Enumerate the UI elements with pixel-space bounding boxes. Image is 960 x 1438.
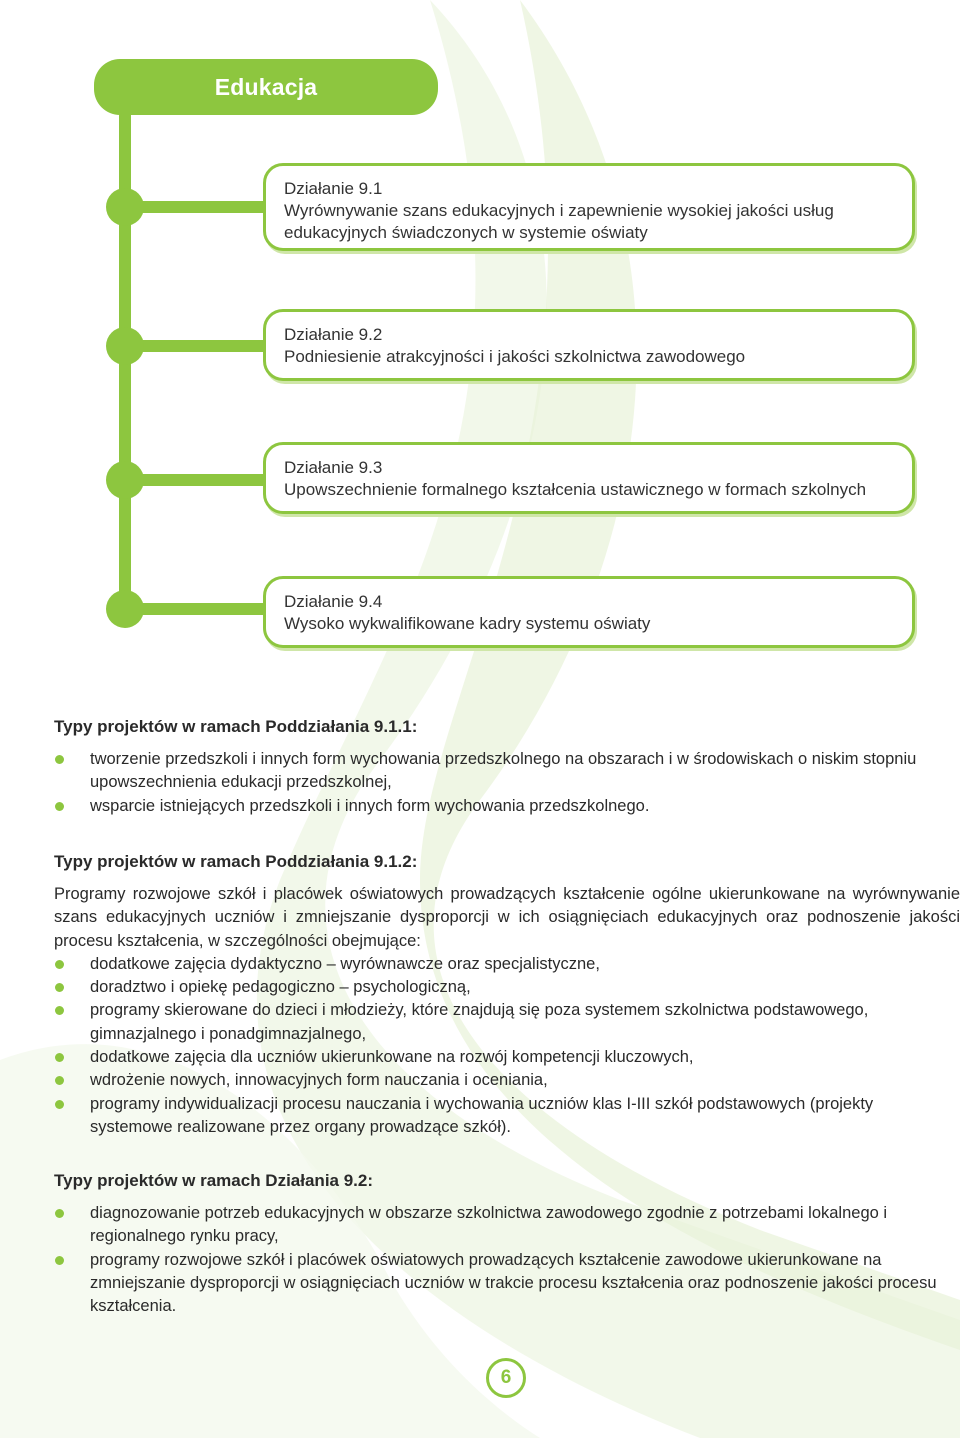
action-title-line: edukacyjnych świadczonych w systemie oświaty bbox=[284, 223, 648, 242]
section-heading: Typy projektów w ramach Poddziałania 9.1.1: bbox=[54, 717, 418, 736]
tree-branch-4 bbox=[125, 603, 275, 615]
bullet-list bbox=[54, 1202, 960, 1318]
tree-node-3 bbox=[106, 461, 144, 499]
bullet-list bbox=[54, 748, 960, 818]
action-title-line: Upowszechnienie formalnego kształcenia ustawicznego w formach szkolnych bbox=[284, 480, 867, 499]
section-9-2 bbox=[54, 1170, 960, 1318]
list-item: wsparcie istniejących przedszkoli i innych form wychowania przedszkolnego. bbox=[54, 795, 960, 818]
page-number: 6 bbox=[500, 1367, 512, 1388]
list-item: wdrożenie nowych, innowacyjnych form nauczania i oceniania, bbox=[54, 1069, 960, 1092]
action-number: Działanie 9.4 bbox=[284, 592, 383, 611]
section-title: Edukacja bbox=[214, 73, 318, 100]
section-heading: Typy projektów w ramach Działania 9.2: bbox=[54, 1171, 374, 1190]
action-box-9-2 bbox=[263, 309, 915, 381]
action-number: Działanie 9.1 bbox=[284, 179, 383, 198]
action-title-line: Wyrównywanie szans edukacyjnych i zapewnienie wysokiej jakości usług bbox=[284, 201, 834, 220]
list-item: programy skierowane do dzieci i młodzieży, które znajdują się poza systemem szkolnictwa podstawowego, gimnazjalnego i ponadgimnazjalnego, bbox=[54, 999, 960, 1046]
action-title-line: Podniesienie atrakcyjności i jakości szkolnictwa zawodowego bbox=[284, 347, 746, 366]
section-heading: Typy projektów w ramach Poddziałania 9.1.2: bbox=[54, 852, 418, 871]
list-item: doradztwo i opiekę pedagogiczno – psychologiczną, bbox=[54, 976, 960, 999]
list-item: dodatkowe zajęcia dydaktyczno – wyrównawcze oraz specjalistyczne, bbox=[54, 953, 960, 976]
action-number: Działanie 9.3 bbox=[284, 458, 383, 477]
tree-node-1 bbox=[106, 188, 144, 226]
action-box-9-4 bbox=[263, 576, 915, 648]
list-item: diagnozowanie potrzeb edukacyjnych w obszarze szkolnictwa zawodowego zgodnie z potrzebami lokalnego i regionalnego rynku pracy, bbox=[54, 1202, 960, 1249]
action-number: Działanie 9.2 bbox=[284, 325, 383, 344]
tree-trunk bbox=[119, 110, 131, 620]
tree-node-2 bbox=[106, 327, 144, 365]
section-intro: Programy rozwojowe szkół i placówek oświatowych prowadzących kształcenie ogólne ukierunkowane na wyrównywanie szans edukacyjnych uczniów i zmniejszanie dysproporcji w ich osiągnięciach edukacyjnych oraz podnoszenie jakości procesu kształcenia, w szczególności obejmujące: bbox=[54, 885, 960, 950]
list-item: tworzenie przedszkoli i innych form wychowania przedszkolnego na obszarach i w środowiskach o niskim stopniu upowszechnienia edukacji przedszkolnej, bbox=[54, 748, 960, 795]
tree-branch-2 bbox=[125, 340, 275, 352]
list-item: programy rozwojowe szkół i placówek oświatowych prowadzących kształcenie zawodowe ukierunkowane na zmniejszanie dysproporcji w osiągnięciach uczniów w trakcie procesu kształcenia oraz podnoszenie jakości procesu kształcenia. bbox=[54, 1249, 960, 1319]
action-box-9-1 bbox=[263, 163, 915, 251]
tree-branch-1 bbox=[125, 201, 275, 213]
section-9-1-1 bbox=[54, 716, 960, 818]
list-item: programy indywidualizacji procesu nauczania i wychowania uczniów klas I-III szkół podstawowych (projekty systemowe realizowane przez organy prowadzące szkół). bbox=[54, 1093, 960, 1140]
section-9-1-2 bbox=[54, 851, 960, 1139]
list-item: dodatkowe zajęcia dla uczniów ukierunkowane na rozwój kompetencji kluczowych, bbox=[54, 1046, 960, 1069]
tree-node-4 bbox=[106, 590, 144, 628]
tree-branch-3 bbox=[125, 474, 275, 486]
page-number-badge bbox=[486, 1358, 526, 1398]
section-header bbox=[94, 59, 438, 115]
action-box-9-3 bbox=[263, 442, 915, 514]
bullet-list bbox=[54, 953, 960, 1139]
action-title-line: Wysoko wykwalifikowane kadry systemu oświaty bbox=[284, 614, 651, 633]
